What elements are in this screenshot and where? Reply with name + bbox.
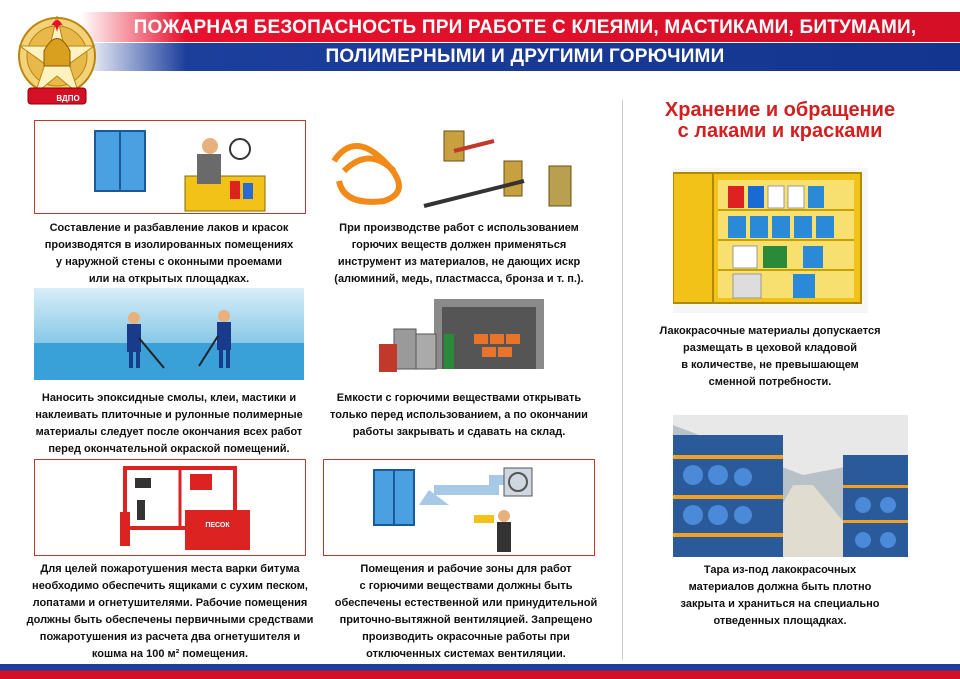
panel-fire-stand <box>34 459 306 556</box>
right-caption-1: Лакокрасочные материалы допускается размещать в цеховой кладовой в количестве, не превышающем сменной потребности. <box>659 325 881 388</box>
panel-mixing-paints <box>34 120 306 214</box>
title-line-2: ПОЛИМЕРНЫМИ И ДРУГИМИ ГОРЮЧИМИ <box>325 46 725 67</box>
yellow-storage-cabinet-photo <box>673 168 868 313</box>
warehouse-barrels-photo <box>673 415 908 557</box>
panel-4-caption: Емкости с горючими веществами открывать только перед использованием, а по окончании работы закрывать и сдавать на склад. <box>330 392 588 438</box>
right-caption-2: Тара из-под лакокрасочных материалов должна быть плотно закрыта и храниться на специально отведенных площадках. <box>680 564 880 627</box>
panel-5-caption: Для целей пожаротушения места варки битума необходимо обеспечить ящиками с сухим песком, лопатами и огнетушителями. Рабочие помещения должны быть обеспечены первичными средствами пожаротушения из расчета два огнетушителя и кошма на 100 м² помещения. <box>26 563 314 660</box>
panel-1-caption: Составление и разбавление лаков и красок производятся в изолированных помещениях у наружной стены с оконными проемами или на открытых площадках. <box>44 222 294 285</box>
title-line-1: ПОЖАРНАЯ БЕЗОПАСНОСТЬ ПРИ РАБОТЕ С КЛЕЯМИ, МАСТИКАМИ, БИТУМАМИ, <box>133 17 917 38</box>
panel-2-caption: При производстве работ с использованием горючих веществ должен применяться инструмент из материалов, не дающих искр (алюминий, медь, пластмасса, бронза и т. п.). <box>334 222 584 285</box>
emblem-label: ВДПО <box>56 94 80 103</box>
panel-containers <box>323 288 595 382</box>
panel-6-caption: Помещения и рабочие зоны для работ с горючими веществами должны быть обеспечены естественной или принудительной приточно-вытяжной вентиляцией. Запрещено производить окрасочные работы при отключенных системах вентиляции. <box>334 563 598 660</box>
bottom-flag-bar <box>0 664 960 679</box>
panel-tools <box>323 120 595 217</box>
vdpo-emblem-logo <box>14 6 100 114</box>
sand-box-label: ПЕСОК <box>205 522 230 529</box>
panel-3-caption: Наносить эпоксидные смолы, клеи, мастики и наклеивать плиточные и рулонные полимерные материалы следует после окончания всех работ перед окончательной окраской помещений. <box>35 392 303 455</box>
column-divider <box>622 100 623 660</box>
panel-floor-workers <box>34 288 304 380</box>
panel-ventilation <box>323 459 595 556</box>
right-title: Хранение и обращение с лаками и красками <box>664 99 896 142</box>
header <box>0 0 960 75</box>
